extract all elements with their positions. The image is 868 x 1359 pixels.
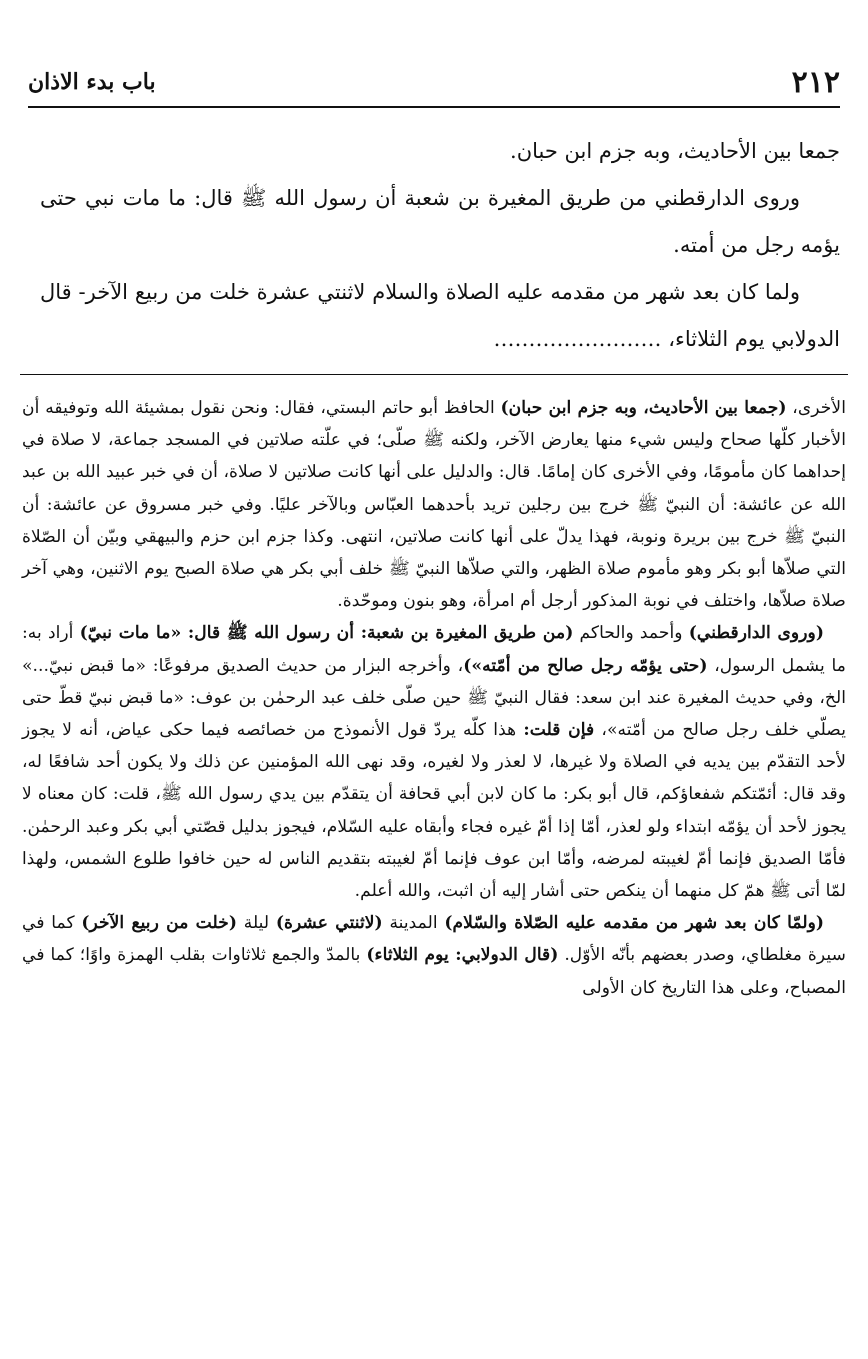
text-run: هذا كلّه يردّ قول الأنموذج من خصائصه فيما حكى عياض، أنه لا يجوز لأحد التقدّم بين يديه في الصلاة ولا غيرها، لا لعذر ولا لغيره، وقد نهى الله المؤمنين عن ذلك ولا يكون أحد شافعًا له، وقد قال: أئمّتكم شفعاؤكم، قال أبو بكر: ما كان لابن أبي قحافة أن يتقدّم بين يدي رسول الله ﷺ، قلت: كان معناه لا يجوز لأحد أن يؤمّه ابتداء ولو لعذر، أمّا إذا أمّ غيره فجاء وأبقاه عليه السّلام، فيجوز بدليل قصّتي أبي بكر وعبد الرحمٰن. فأمّا الصديق فإنما أمّ لغيبته لمرضه، وأمّا ابن عوف فإنما أمّ لغيبته بتقديم الناس له حين خافوا طلوع الشمس، ولهذا لمّا أتى ﷺ همّ كل منهما أن ينكص حتى أشار إليه أن اثبت، والله أعلم. bbox=[22, 720, 846, 902]
commentary-paragraph bbox=[22, 392, 846, 617]
page-header bbox=[28, 58, 840, 108]
section-divider bbox=[20, 374, 848, 375]
commentary-paragraph bbox=[22, 907, 846, 1004]
bold-quote: (وروى الدارقطني) bbox=[688, 623, 824, 644]
bold-quote: (جمعا بين الأحاديث، وبه جزم ابن حبان) bbox=[500, 398, 787, 418]
text-run: الحافظ أبو حاتم البستي، فقال: ونحن نقول بمشيئة الله وتوفيقه أن الأخبار كلّها صحاح وليس شيء منها يعارض الآخر، ولكنه ﷺ صلّى؛ في علّته صلاتين في المسجد جماعة، لا صلاة في إحداهما كان مأمومًا، وفي الأخرى كان إمامًا. قال: والدليل على أنها كانت صلاتين لا صلاة، أن في خبر عبيد الله بن عبد الله عن عائشة: أن النبيّ ﷺ خرج بين رجلين تريد بأحدهما العبّاس وبالآخر عليًا. وفي خبر مسروق عن عائشة: أن النبيّ ﷺ خرج بين بريرة ونوبة، فهذا يدلّ على أنها كانت صلاتين، انتهى. وكذا جزم ابن حزم والبيهقي وبيّن أن الصّلاة التي صلاّها أبو بكر وهو مأموم صلاة الظهر، والتي صلاّها النبيّ ﷺ خلف أبي بكر هي صلاة الصبح يوم الاثنين، وهي آخر صلاة صلاّها، واختلف في نوبة المذكور أرجل أم امرأة، وهو بنون وموحّدة. bbox=[22, 398, 846, 612]
text-run: كما في سيرة مغلطاي، وصدر بعضهم بأنّه الأوّل. bbox=[22, 913, 846, 966]
chapter-title: باب بدء الاذان bbox=[28, 69, 156, 95]
text-run: المدينة bbox=[382, 913, 445, 934]
continuation-dots: …………………… bbox=[493, 327, 662, 351]
bold-quote: (خلت من ربيع الآخر) bbox=[81, 913, 237, 934]
main-paragraph bbox=[40, 269, 840, 363]
bold-quote: (من طريق المغيرة بن شعبة: أن رسول الله ﷺ قال: «ما مات نبيّ) bbox=[79, 623, 574, 644]
text-run: وأحمد والحاكم bbox=[573, 623, 689, 644]
text-run: الأخرى، bbox=[786, 398, 846, 418]
text-run: بالمدّ والجمع ثلاثاوات بقلب الهمزة واوًا؛ كما في المصباح، وعلى هذا التاريخ كان الأولى bbox=[22, 945, 846, 998]
main-text bbox=[40, 128, 840, 363]
main-paragraph-text: ولما كان بعد شهر من مقدمه عليه الصلاة والسلام لاثنتي عشرة خلت من ربيع الآخر- قال الدولابي يوم الثلاثاء، bbox=[40, 280, 840, 351]
bold-quote: (لاثنتي عشرة) bbox=[275, 913, 383, 934]
main-paragraph: وروى الدارقطني من طريق المغيرة بن شعبة أن رسول الله ﷺ قال: ما مات نبي حتى يؤمه رجل من أمته. bbox=[40, 186, 840, 257]
text-run: أراد به: ما يشمل الرسول، bbox=[22, 623, 846, 676]
bold-quote: فإن قلت: bbox=[523, 720, 595, 741]
text-run: ليلة bbox=[237, 913, 276, 934]
page-number: ٢١٢ bbox=[791, 64, 840, 100]
main-paragraph: جمعا بين الأحاديث، وبه جزم ابن حبان. bbox=[510, 139, 840, 163]
text-run: ، وأخرجه البزار من حديث الصديق مرفوعًا: «ما قبض نبيّ...» الخ، وفي حديث المغيرة عند ابن سعد: فقال النبيّ ﷺ حين صلّى خلف عبد الرحمٰن بن عوف: «ما قبض نبيّ قطّ حتى يصلّي خلف رجل صالح من أمّته»، bbox=[22, 655, 846, 741]
bold-quote: (قال الدولابي: يوم الثلاثاء) bbox=[366, 945, 559, 966]
commentary-paragraph bbox=[22, 617, 846, 907]
bold-quote: (ولمّا كان بعد شهر من مقدمه عليه الصّلاة والسّلام) bbox=[444, 913, 825, 934]
bold-quote: (حتى يؤمّه رجل صالح من أمّته») bbox=[463, 655, 708, 676]
commentary-text bbox=[22, 392, 846, 1004]
